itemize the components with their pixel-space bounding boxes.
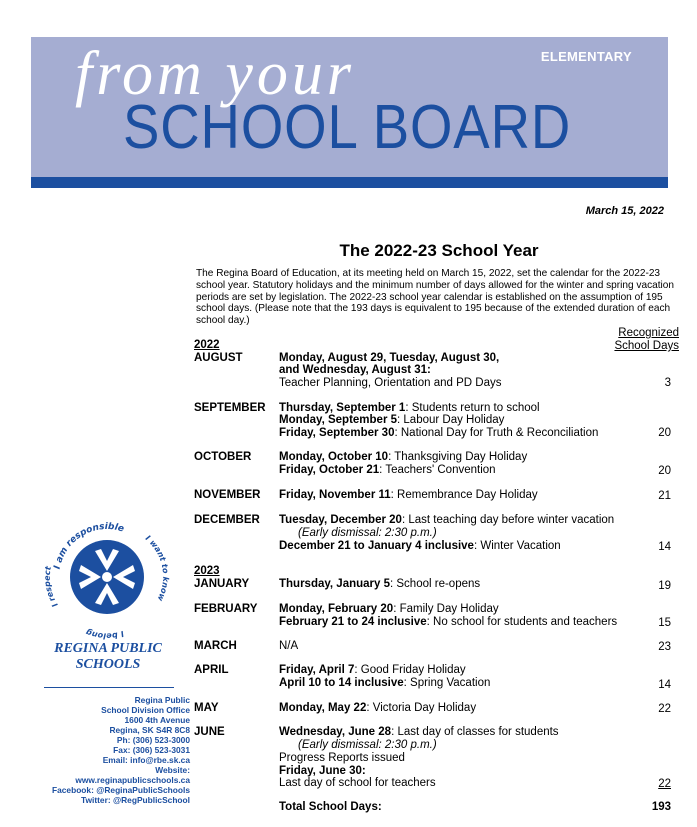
month-october: OCTOBER bbox=[194, 451, 252, 463]
logo-ring-text: I am responsible bbox=[52, 521, 126, 571]
masthead-script: from your bbox=[75, 40, 355, 108]
month-may: MAY bbox=[194, 702, 219, 714]
logo-ring-text: I want to know bbox=[143, 533, 171, 603]
days-october: 20 bbox=[658, 465, 671, 477]
contact-line: Regina, SK S4R 8C8 bbox=[109, 725, 190, 735]
elementary-tag: ELEMENTARY bbox=[540, 49, 632, 64]
contact-email[interactable]: Email: info@rbe.sk.ca bbox=[102, 755, 190, 765]
month-april: APRIL bbox=[194, 664, 229, 676]
contact-line: Website: bbox=[155, 765, 190, 775]
event-line: December 21 to January 4 inclusive: Winter Vacation bbox=[279, 540, 561, 552]
intro-paragraph: The Regina Board of Education, at its meeting held on March 15, 2022, set the calendar for the 2022-23 school year. Statutory holidays and the minimum number of days allowed for the winter and spring vacation periods are set by legislation. The 2022-23 school year calendar is established on the assumption of 195 school days. (Please note that the 193 days is equivalent to 195 because of the extended duration of each school day.) bbox=[196, 268, 675, 327]
month-december: DECEMBER bbox=[194, 514, 260, 526]
month-august: AUGUST bbox=[194, 352, 243, 364]
days-march: 23 bbox=[658, 641, 671, 653]
regina-public-schools-logo bbox=[37, 515, 177, 640]
event-line: Monday, September 5: Labour Day Holiday bbox=[279, 414, 505, 426]
month-march: MARCH bbox=[194, 640, 237, 652]
month-january: JANUARY bbox=[194, 578, 250, 590]
days-may: 22 bbox=[658, 703, 671, 715]
days-april: 14 bbox=[658, 679, 671, 691]
logo-ring-text: I respect bbox=[42, 565, 60, 609]
contact-line: Fax: (306) 523-3031 bbox=[113, 745, 190, 755]
month-february: FEBRUARY bbox=[194, 603, 258, 615]
event-line: Teacher Planning, Orientation and PD Days bbox=[279, 377, 502, 389]
masthead-stripe bbox=[31, 177, 668, 188]
event-line: Monday, October 10: Thanksgiving Day Holiday bbox=[279, 451, 528, 463]
event-line: February 21 to 24 inclusive: No school for students and teachers bbox=[279, 616, 618, 628]
page-title: The 2022-23 School Year bbox=[339, 241, 539, 260]
event-line: Thursday, September 1: Students return to school bbox=[279, 402, 540, 414]
event-line: Tuesday, December 20: Last teaching day before winter vacation bbox=[279, 514, 615, 526]
days-february: 15 bbox=[658, 617, 671, 629]
event-line: Wednesday, June 28: Last day of classes for students bbox=[279, 726, 559, 738]
school-division-name: REGINA PUBLIC SCHOOLS bbox=[54, 641, 162, 672]
days-january: 19 bbox=[658, 580, 671, 592]
recognized-days-header: Recognized School Days bbox=[614, 327, 679, 352]
event-line: Monday, August 29, Tuesday, August 30, bbox=[279, 352, 500, 364]
event-line: Friday, April 7: Good Friday Holiday bbox=[279, 664, 466, 676]
year-2022: 2022 bbox=[194, 339, 220, 351]
event-line: (Early dismissal: 2:30 p.m.) bbox=[298, 527, 437, 539]
event-line: Monday, February 20: Family Day Holiday bbox=[279, 603, 499, 615]
month-november: NOVEMBER bbox=[194, 489, 261, 501]
masthead-banner bbox=[31, 37, 668, 177]
contact-line: Regina Public bbox=[134, 695, 190, 705]
event-line: Progress Reports issued bbox=[279, 752, 405, 764]
contact-block bbox=[30, 695, 190, 805]
days-total: 193 bbox=[651, 801, 671, 813]
days-december: 14 bbox=[658, 541, 671, 553]
event-line: Friday, November 11: Remembrance Day Holiday bbox=[279, 489, 538, 501]
event-line: Last day of school for teachers bbox=[279, 777, 436, 789]
event-line: April 10 to 14 inclusive: Spring Vacation bbox=[279, 677, 491, 689]
contact-line: 1600 4th Avenue bbox=[124, 715, 190, 725]
contact-twitter[interactable]: Twitter: @RegPublicSchool bbox=[81, 795, 190, 805]
event-line: and Wednesday, August 31: bbox=[279, 364, 431, 376]
contact-website[interactable]: www.reginapublicschools.ca bbox=[75, 775, 190, 785]
event-line: Friday, October 21: Teachers' Convention bbox=[279, 464, 496, 476]
event-line: Thursday, January 5: School re-opens bbox=[279, 578, 481, 590]
contact-line: Ph: (306) 523-3000 bbox=[116, 735, 190, 745]
contact-facebook[interactable]: Facebook: @ReginaPublicSchools bbox=[51, 785, 190, 795]
publish-date: March 15, 2022 bbox=[585, 205, 664, 217]
event-line: Friday, September 30: National Day for Truth & Reconciliation bbox=[279, 427, 599, 439]
contact-line: School Division Office bbox=[101, 705, 190, 715]
masthead-title: SCHOOL BOARD bbox=[123, 93, 572, 162]
event-line: (Early dismissal: 2:30 p.m.) bbox=[298, 739, 437, 751]
month-september: SEPTEMBER bbox=[194, 402, 266, 414]
logo-ring-text: I belong bbox=[84, 627, 126, 640]
days-june: 22 bbox=[658, 778, 671, 790]
sidebar-divider bbox=[44, 687, 174, 688]
event-line: N/A bbox=[279, 640, 299, 652]
days-september: 20 bbox=[658, 427, 671, 439]
event-line: Monday, May 22: Victoria Day Holiday bbox=[279, 702, 477, 714]
year-2023: 2023 bbox=[194, 565, 220, 577]
days-november: 21 bbox=[658, 490, 671, 502]
days-august: 3 bbox=[664, 377, 671, 389]
event-line: Friday, June 30: bbox=[279, 765, 366, 777]
month-june: JUNE bbox=[194, 726, 225, 738]
total-label: Total School Days: bbox=[279, 801, 382, 813]
